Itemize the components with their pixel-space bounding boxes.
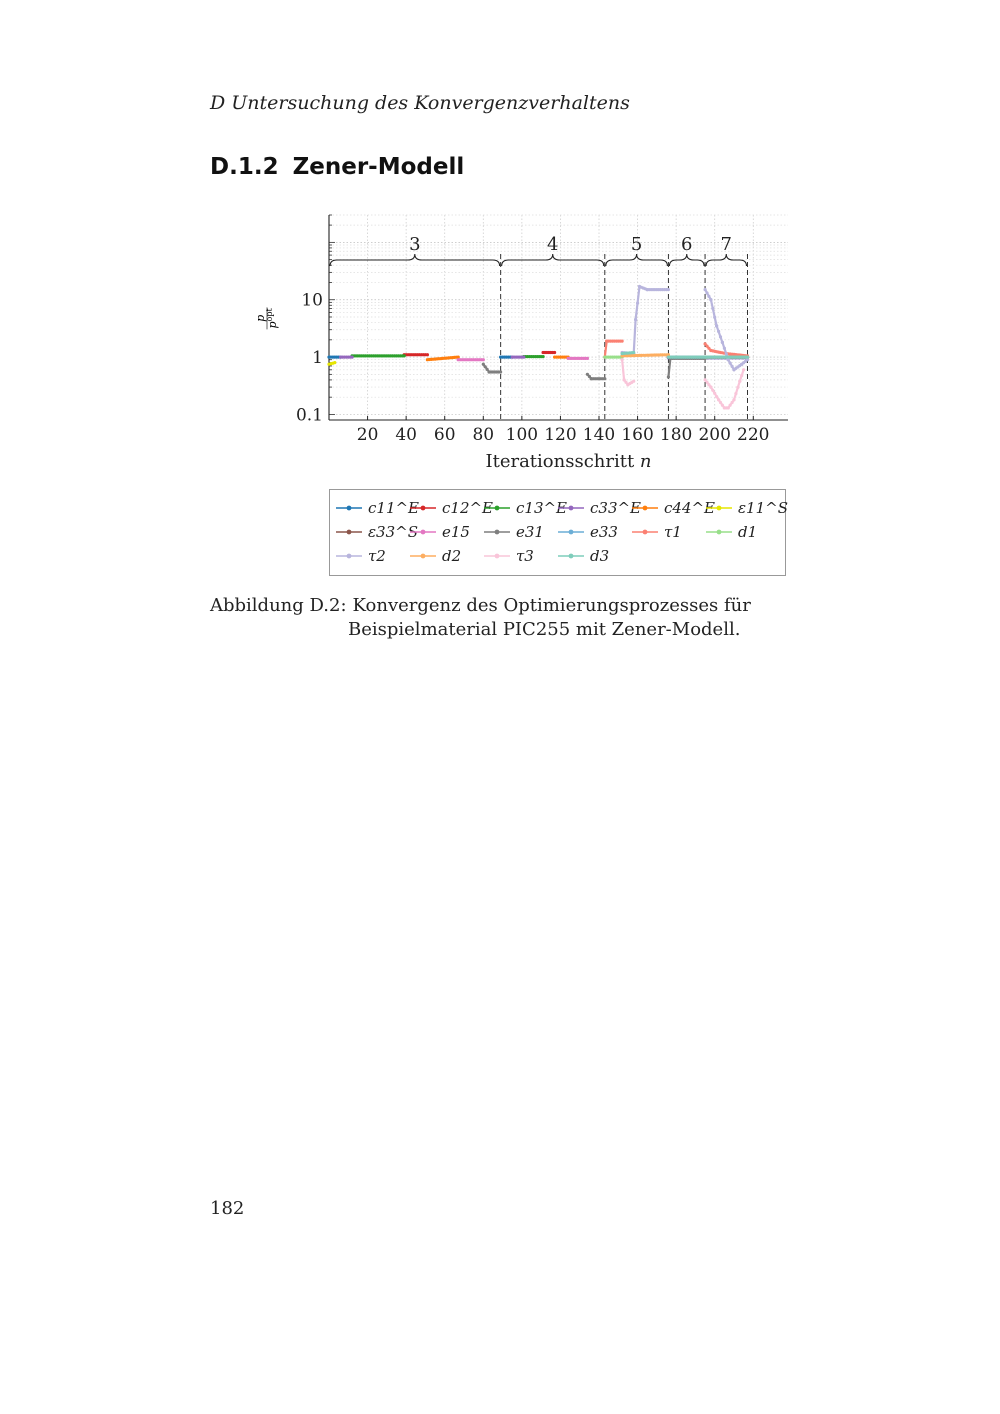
x-tick-label: 60 [433, 425, 456, 445]
legend-swatch [484, 527, 510, 537]
phase-brace [330, 254, 500, 266]
legend-item [336, 496, 420, 520]
y-tick-label: 10 [301, 290, 323, 311]
legend-label: c44^E [664, 499, 716, 517]
legend-item [558, 520, 632, 544]
y-tick-label: 1 [312, 348, 323, 369]
series-marker [738, 380, 741, 383]
series-marker [711, 389, 714, 392]
legend-swatch [632, 527, 658, 537]
phase-brace [669, 254, 704, 266]
series-marker [734, 392, 737, 395]
y-axis-label [254, 307, 279, 329]
legend-label: d2 [442, 547, 462, 565]
legend-label: ε11^S [738, 499, 788, 517]
legend-item [558, 496, 642, 520]
legend-label: τ2 [368, 547, 386, 565]
x-tick-label: 200 [698, 425, 731, 445]
series-marker [621, 358, 624, 361]
legend-item [706, 520, 780, 544]
legend-item [410, 496, 494, 520]
series-marker [711, 307, 714, 310]
series-marker [351, 356, 354, 359]
legend-swatch [336, 551, 362, 561]
series-marker [553, 351, 556, 354]
series-marker [740, 374, 743, 377]
phase-label: 7 [720, 234, 733, 255]
legend-label: ε33^S [368, 523, 418, 541]
legend-swatch [558, 551, 584, 561]
series-marker [426, 353, 429, 356]
legend-item [484, 520, 558, 544]
series-marker [586, 357, 589, 360]
phase-brace [606, 254, 668, 266]
legend-label: τ1 [664, 523, 682, 541]
legend-swatch [410, 551, 436, 561]
x-tick-label: 180 [659, 425, 693, 445]
x-tick-label: 120 [544, 425, 577, 445]
x-axis-label: Iterationsschritt n [485, 451, 652, 472]
legend-label: e15 [442, 523, 470, 541]
series-marker [499, 370, 502, 373]
series-marker [717, 330, 720, 333]
series-marker [719, 401, 722, 404]
legend-label: c13^E [516, 499, 568, 517]
series-marker [721, 404, 724, 407]
x-tick-label: 220 [737, 425, 770, 445]
series-marker [482, 363, 485, 366]
y-label-denominator: $p^{opt}$ [265, 308, 279, 329]
legend-swatch [632, 503, 658, 513]
series-marker [713, 392, 716, 395]
series-marker [719, 335, 722, 338]
series-marker [731, 401, 734, 404]
series-marker [721, 341, 724, 344]
phase-brace [706, 254, 746, 266]
legend-swatch [558, 503, 584, 513]
series-marker [746, 356, 749, 359]
series-marker [709, 386, 712, 389]
legend-item [336, 544, 410, 568]
series-marker [709, 298, 712, 301]
legend-item [410, 520, 484, 544]
series-marker [333, 361, 336, 364]
legend-item [484, 496, 568, 520]
series-marker [742, 368, 745, 371]
series-marker [667, 288, 670, 291]
series-marker [713, 316, 716, 319]
legend-swatch [558, 527, 584, 537]
series-marker [715, 395, 718, 398]
legend-grid [336, 496, 788, 568]
series-marker [634, 318, 637, 321]
series-marker [542, 355, 545, 358]
series-marker [632, 351, 635, 354]
caption-label: Abbildung D.2: [210, 595, 347, 616]
legend-item [706, 496, 788, 520]
legend-swatch [336, 503, 362, 513]
series-marker [704, 288, 707, 291]
series-marker [486, 368, 489, 371]
section-title: Zener-Modell [292, 154, 465, 180]
series-marker [727, 406, 730, 409]
series-marker [482, 358, 485, 361]
x-tick-label: 80 [472, 425, 495, 445]
series-marker [667, 375, 670, 378]
legend-label: d1 [738, 523, 758, 541]
legend-label: e33 [590, 523, 618, 541]
section-number: D.1.2 [210, 154, 279, 180]
legend-item [632, 520, 706, 544]
legend-swatch [336, 527, 362, 537]
legend-item [484, 544, 558, 568]
phase-brace [502, 254, 604, 266]
phase-label: 6 [681, 234, 693, 255]
legend-label: τ3 [516, 547, 534, 565]
x-tick-label: 40 [395, 425, 417, 445]
series-marker [705, 291, 708, 294]
legend-label: c33^E [590, 499, 642, 517]
legend-item [336, 520, 418, 544]
legend-swatch [410, 527, 436, 537]
series-marker [723, 347, 726, 350]
series-marker [636, 302, 639, 305]
series-marker [484, 365, 487, 368]
running-head: D Untersuchung des Konvergenzverhaltens [210, 92, 630, 114]
series-marker [603, 377, 606, 380]
legend-label: c11^E [368, 499, 420, 517]
series-marker [725, 352, 728, 355]
legend-swatch [706, 527, 732, 537]
x-tick-label: 160 [621, 425, 654, 445]
y-tick-label: 0.1 [295, 405, 323, 426]
series-marker [522, 356, 525, 359]
series-line [622, 287, 668, 354]
legend-label: d3 [590, 547, 610, 565]
legend-item [410, 544, 484, 568]
series-marker [732, 398, 735, 401]
phase-label: 4 [546, 234, 559, 255]
y-label-numerator: p [254, 314, 267, 322]
section-heading [210, 154, 464, 180]
legend-label: c12^E [442, 499, 494, 517]
phase-label: 5 [630, 234, 643, 255]
series-marker [729, 404, 732, 407]
series-marker [729, 362, 732, 365]
series-marker [715, 324, 718, 327]
legend-swatch [410, 503, 436, 513]
x-tick-label: 100 [505, 425, 539, 445]
caption-text: Konvergenz des Optimierungsprozesses für Beispielmaterial PIC255 mit Zener-Modell. [348, 595, 751, 640]
convergence-chart [240, 200, 810, 485]
legend-item [558, 544, 632, 568]
x-tick-label: 20 [356, 425, 379, 445]
legend-swatch [706, 503, 732, 513]
series-marker [717, 398, 720, 401]
legend-swatch [484, 503, 510, 513]
figure-caption [210, 594, 850, 642]
series-line [605, 341, 622, 357]
series-marker [403, 354, 406, 357]
x-tick-label: 140 [582, 425, 616, 445]
page-number: 182 [210, 1198, 245, 1219]
legend-item [632, 496, 716, 520]
chart-legend [329, 489, 786, 576]
legend-label: e31 [516, 523, 544, 541]
series-marker [736, 386, 739, 389]
series-marker [621, 340, 624, 343]
series-marker [632, 380, 635, 383]
legend-swatch [484, 551, 510, 561]
series-marker [731, 365, 734, 368]
series-marker [707, 295, 710, 298]
phase-label: 3 [409, 234, 421, 255]
